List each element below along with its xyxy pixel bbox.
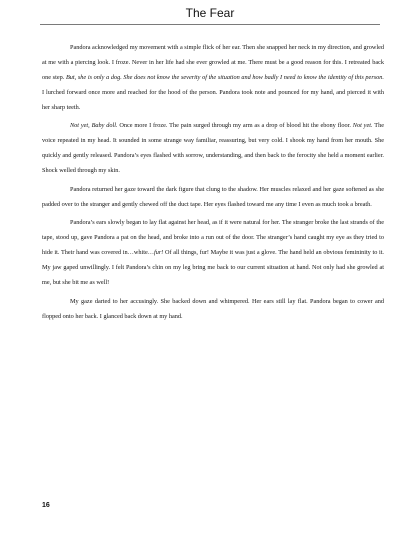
paragraph-4 [42,215,384,290]
paragraph-2-text-1: Once more I froze. The pain surged through my arm as a drop of blood hit the ebony floor. [117,122,353,130]
paragraph-1 [42,40,384,115]
paragraph-5 [42,294,384,324]
paragraph-4-text-2: Of all things, fur! Maybe it was just a glove. The hand held an obvious femininity to it. My jaw gaped unwillingly. I felt Pandora’s chin on my leg bring me back to our current situation at hand. Not only had she growled at me, but she bit me as well! [42,249,384,287]
paragraph-3 [42,182,384,212]
header-rule [40,24,380,25]
paragraph-2-text-2: The voice repeated in my head. It sounded in some strange way familiar, reassuring, but very cold. I shook my hand from her mouth. She quickly and gently released. Pandora’s eyes flashed with sorrow, understanding, and then back to the ferocity she held a moment earlier. Shock welled through my skin. [42,122,384,175]
paragraph-1-italic-1: But, she is only a dog. She does not know the severity of the situation and how badly I need to know the identity of this person. [65,74,384,81]
paragraph-1-text-2: I lurched forward once more and reached for the hood of the person. Pandora took note and pounced for my hand, and pierced it with her sharp teeth. [42,89,384,111]
paragraph-5-text-1: My gaze darted to her accusingly. She backed down and whimpered. Her ears still lay flat. Pandora began to cower and flopped onto her back. I glanced back down at my hand. [42,297,384,320]
paragraph-2-italic-1: Not yet, Baby doll. [70,122,118,130]
paragraph-2 [42,118,384,178]
paragraph-2-italic-2: Not yet. [352,122,373,130]
page-number: 16 [42,502,50,509]
page-title: The Fear [185,6,235,20]
paragraph-3-text-1: Pandora returned her gaze toward the dark figure that clung to the shadow. Her muscles relaxed and her gaze softened as she padded over to the stranger and gently chewed off the duct tape. Her eyes flashed toward me any time I even as much took a breath. [42,185,384,208]
paragraph-1-text-1: Pandora acknowledged my movement with a simple flick of her ear. Then she snapped her neck in my direction, and growled at me with a piercing look. I froze. Never in her life had she ever growled at me. There must be a good reason for this. I retreated back one step. [42,44,384,81]
paragraph-4-text-1: Pandora’s ears slowly began to lay flat against her head, as if it were natural for her. The stranger broke the last strands of the tape, stood up, gave Pandora a pat on the head, and broke into a run out of the door. The stranger’s hand caught my eye as they tried to hide it. Their hand was covered in…white… [42,219,384,257]
body-text [42,40,384,324]
paragraph-4-italic-1: fur! [154,249,164,257]
